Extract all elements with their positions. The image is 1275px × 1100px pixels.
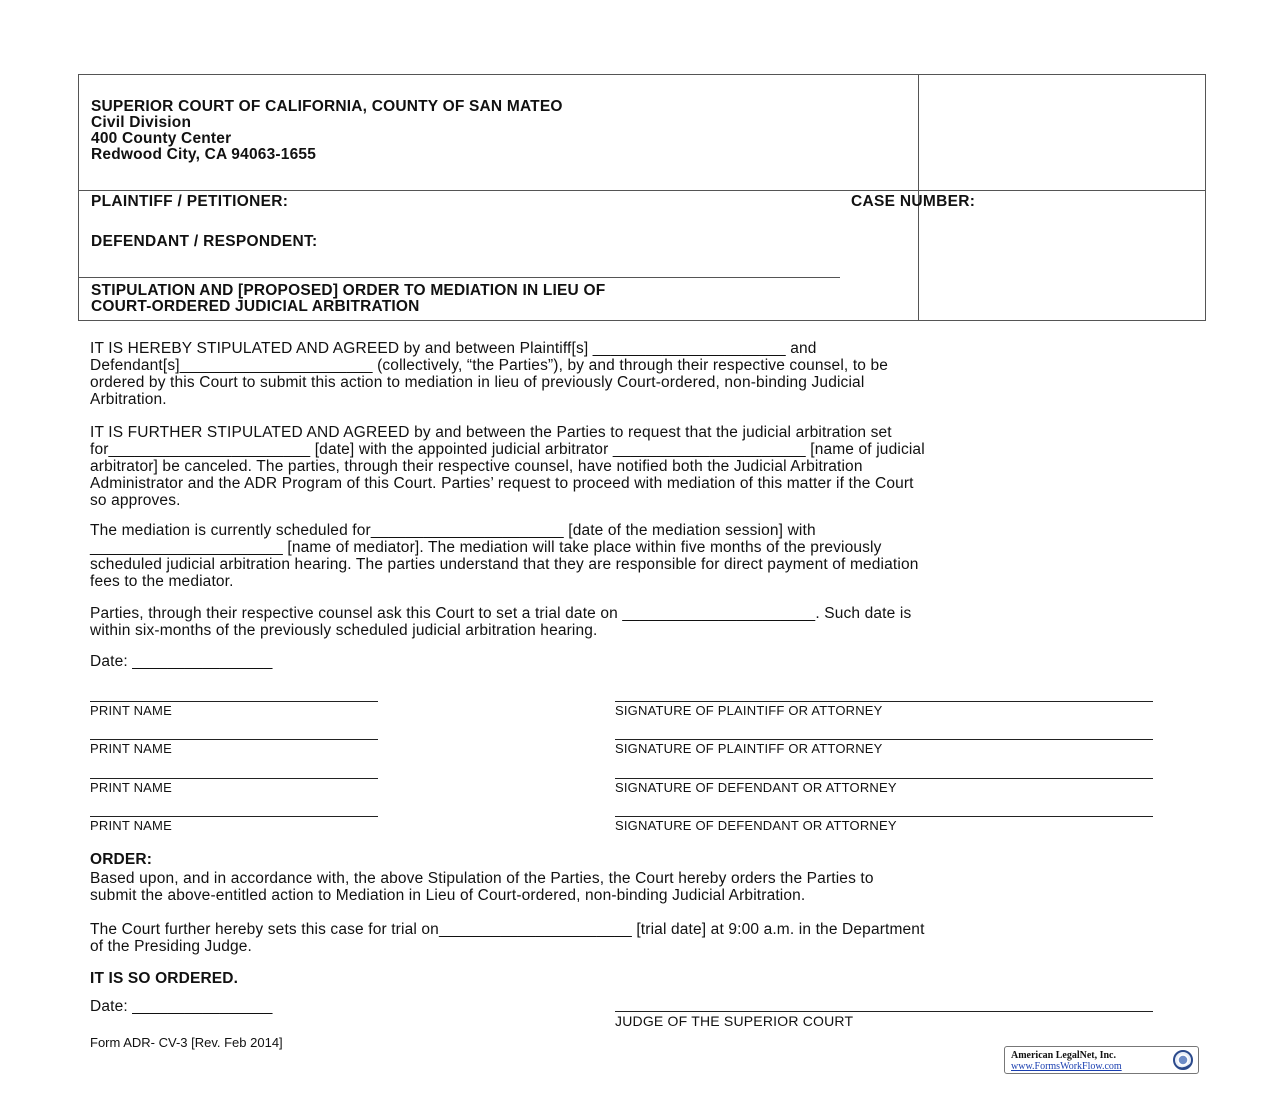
signature-label: SIGNATURE OF DEFENDANT OR ATTORNEY	[615, 780, 897, 795]
form-title	[91, 283, 605, 315]
p1-line: ordered by this Court to submit this action to mediation in lieu of previously Court-ordered, non-binding Judicial	[90, 374, 865, 391]
order-p2-line: The Court further hereby sets this case for trial on______________________ [trial date] at 9:00 a.m. in the Department	[90, 921, 925, 938]
date-field[interactable]: Date: ________________	[90, 653, 273, 670]
order-paragraph-2	[90, 921, 1185, 955]
p3-line: fees to the mediator.	[90, 573, 234, 590]
p1-line: Defendant[s]______________________ (collectively, “the Parties”), by and through their respective counsel, to be	[90, 357, 889, 374]
form-title-line-1: STIPULATION AND [PROPOSED] ORDER TO MEDIATION IN LIEU OF	[91, 282, 606, 299]
trial-date-paragraph	[90, 605, 1185, 639]
signature-line[interactable]	[615, 739, 1153, 740]
case-number-label: CASE NUMBER:	[851, 193, 976, 210]
logo-company-name: American LegalNet, Inc.	[1011, 1050, 1116, 1061]
print-name-label: PRINT NAME	[90, 780, 172, 795]
caption-divider-2	[79, 277, 840, 278]
order-date-field[interactable]: Date: ________________	[90, 998, 273, 1015]
globe-icon	[1172, 1049, 1194, 1071]
order-paragraph-1	[90, 870, 1185, 904]
signature-label: SIGNATURE OF DEFENDANT OR ATTORNEY	[615, 818, 897, 833]
logo-url-link[interactable]: www.FormsWorkFlow.com	[1011, 1061, 1122, 1072]
p4-line: within six-months of the previously scheduled judicial arbitration hearing.	[90, 622, 598, 639]
print-name-label: PRINT NAME	[90, 741, 172, 756]
court-division: Civil Division	[91, 114, 192, 131]
mediation-paragraph	[90, 522, 1185, 590]
p3-line: The mediation is currently scheduled for______________________ [date of the mediation session] with	[90, 522, 816, 539]
p4-line: Parties, through their respective counsel ask this Court to set a trial date on ______________________. Such date is	[90, 605, 912, 622]
p2-line: IT IS FURTHER STIPULATED AND AGREED by and between the Parties to request that the judicial arbitration set	[90, 424, 892, 441]
order-heading: ORDER:	[90, 851, 153, 868]
p2-line: for_______________________ [date] with the appointed judicial arbitrator ______________________ [name of judicial	[90, 441, 925, 458]
order-p2-line: of the Presiding Judge.	[90, 938, 252, 955]
print-name-label: PRINT NAME	[90, 703, 172, 718]
p1-line: Arbitration.	[90, 391, 167, 408]
p2-line: so approves.	[90, 492, 181, 509]
form-title-line-2: COURT-ORDERED JUDICIAL ARBITRATION	[91, 298, 420, 315]
judge-signature-line[interactable]	[615, 1011, 1153, 1012]
court-address	[91, 99, 563, 163]
court-name: SUPERIOR COURT OF CALIFORNIA, COUNTY OF SAN MATEO	[91, 98, 563, 115]
print-name-line[interactable]	[90, 778, 378, 779]
print-name-line[interactable]	[90, 816, 378, 817]
p2-line: Administrator and the ADR Program of this Court. Parties’ request to proceed with mediation of this matter if the Court	[90, 475, 914, 492]
p3-line: scheduled judicial arbitration hearing. The parties understand that they are responsible for direct payment of mediation	[90, 556, 919, 573]
order-p1-line: Based upon, and in accordance with, the above Stipulation of the Parties, the Court hereby orders the Parties to	[90, 870, 874, 887]
stipulation-paragraph-2	[90, 424, 1185, 509]
order-p1-line: submit the above-entitled action to Mediation in Lieu of Court-ordered, non-binding Judicial Arbitration.	[90, 887, 806, 904]
stipulation-paragraph-1	[90, 340, 1185, 408]
caption-box	[78, 74, 1206, 321]
so-ordered: IT IS SO ORDERED.	[90, 970, 239, 987]
signature-line[interactable]	[615, 701, 1153, 702]
form-id: Form ADR- CV-3 [Rev. Feb 2014]	[90, 1035, 283, 1050]
p2-line: arbitrator] be canceled. The parties, through their respective counsel, have notified both the Judicial Arbitration	[90, 458, 863, 475]
defendant-label: DEFENDANT / RESPONDENT:	[91, 233, 318, 250]
print-name-line[interactable]	[90, 701, 378, 702]
signature-label: SIGNATURE OF PLAINTIFF OR ATTORNEY	[615, 741, 883, 756]
p3-line: ______________________ [name of mediator]. The mediation will take place within five months of the previously	[90, 539, 882, 556]
signature-line[interactable]	[615, 816, 1153, 817]
plaintiff-label: PLAINTIFF / PETITIONER:	[91, 193, 289, 210]
signature-label: SIGNATURE OF PLAINTIFF OR ATTORNEY	[615, 703, 883, 718]
print-name-line[interactable]	[90, 739, 378, 740]
p1-line: IT IS HEREBY STIPULATED AND AGREED by and between Plaintiff[s] ______________________ and	[90, 340, 817, 357]
caption-divider-1	[79, 190, 1205, 191]
judge-label: JUDGE OF THE SUPERIOR COURT	[615, 1013, 854, 1029]
print-name-label: PRINT NAME	[90, 818, 172, 833]
formsworkflow-logo[interactable]	[1004, 1046, 1199, 1074]
court-street: 400 County Center	[91, 130, 232, 147]
signature-line[interactable]	[615, 778, 1153, 779]
court-city: Redwood City, CA 94063-1655	[91, 146, 317, 163]
